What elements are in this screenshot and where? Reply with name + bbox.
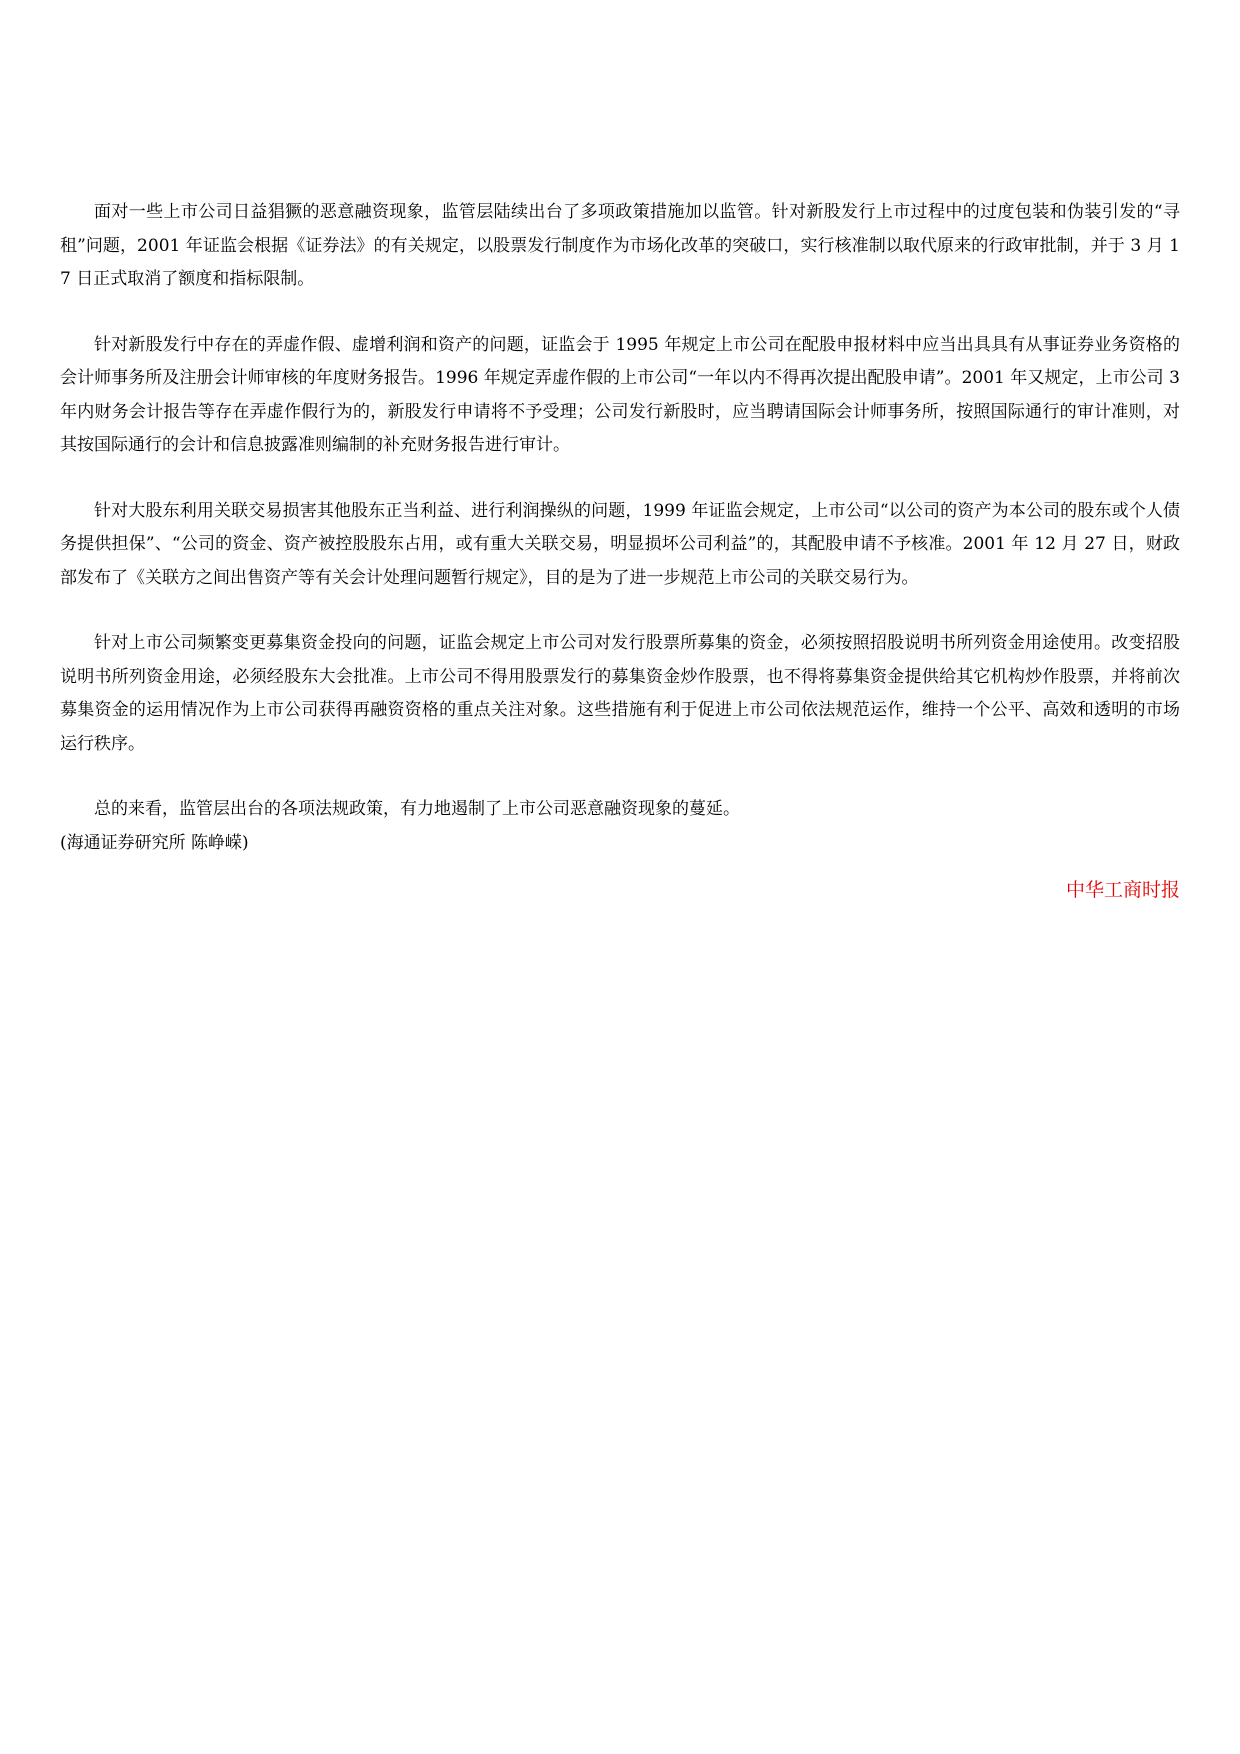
source-newspaper: 中华工商时报 [1065,879,1180,901]
paragraph-1: 面对一些上市公司日益猖獗的恶意融资现象，监管层陆续出台了多项政策措施加以监管。针对新股发行上市过程中的过度包装和伪装引发的“寻租”问题，2001 年证监会根据《证券法》的有关规定，以股票发行制度作为市场化改革的突破口，实行核准制以取代原来的行政审批制，并于 3 月 17 日正式取消了额度和指标限制。 [60,202,1180,289]
paragraph-gap [60,297,1180,329]
paragraph-gap [60,463,1180,495]
paragraph-2: 针对新股发行中存在的弄虚作假、虚增利润和资产的问题，证监会于 1995 年规定上市公司在配股申报材料中应当出具具有从事证券业务资格的会计师事务所及注册会计师审核的年度财务报告。1996 年规定弄虚作假的上市公司“一年以内不得再次提出配股申请”。2001 年又规定，上市公司 3 年内财务会计报告等存在弄虚作假行为的，新股发行申请将不予受理；公司发行新股时，应当聘请国际会计师事务所，按照国际通行的审计准则，对其按国际通行的会计和信息披露准则编制的补充财务报告进行审计。 [60,334,1180,455]
source-line [60,876,1180,904]
paragraph-gap [60,761,1180,793]
paragraph-3: 针对大股东利用关联交易损害其他股东正当利益、进行利润操纵的问题，1999 年证监会规定，上市公司“以公司的资产为本公司的股东或个人债务提供担保”、“公司的资金、资产被控股股东占用，或有重大关联交易，明显损坏公司利益”的，其配股申请不予核准。2001 年 12 月 27 日，财政部发布了《关联方之间出售资产等有关会计处理问题暂行规定》，目的是为了进一步规范上市公司的关联交易行为。 [60,500,1180,588]
author-attribution: (海通证券研究所 陈峥嵘) [60,832,249,853]
paragraph-5: 总的来看，监管层出台的各项法规政策，有力地遏制了上市公司恶意融资现象的蔓延。 [94,799,740,819]
paragraph-gap [60,595,1180,627]
paragraph-4: 针对上市公司频繁变更募集资金投向的问题，证监会规定上市公司对发行股票所募集的资金，必须按照招股说明书所列资金用途使用。改变招股说明书所列资金用途，必须经股东大会批准。上市公司不得用股票发行的募集资金炒作股票，也不得将募集资金提供给其它机构炒作股票，并将前次募集资金的运用情况作为上市公司获得再融资资格的重点关注对象。这些措施有利于促进上市公司依法规范运作，维持一个公平、高效和透明的市场运行秩序。 [60,633,1180,754]
article-body [60,196,1180,860]
